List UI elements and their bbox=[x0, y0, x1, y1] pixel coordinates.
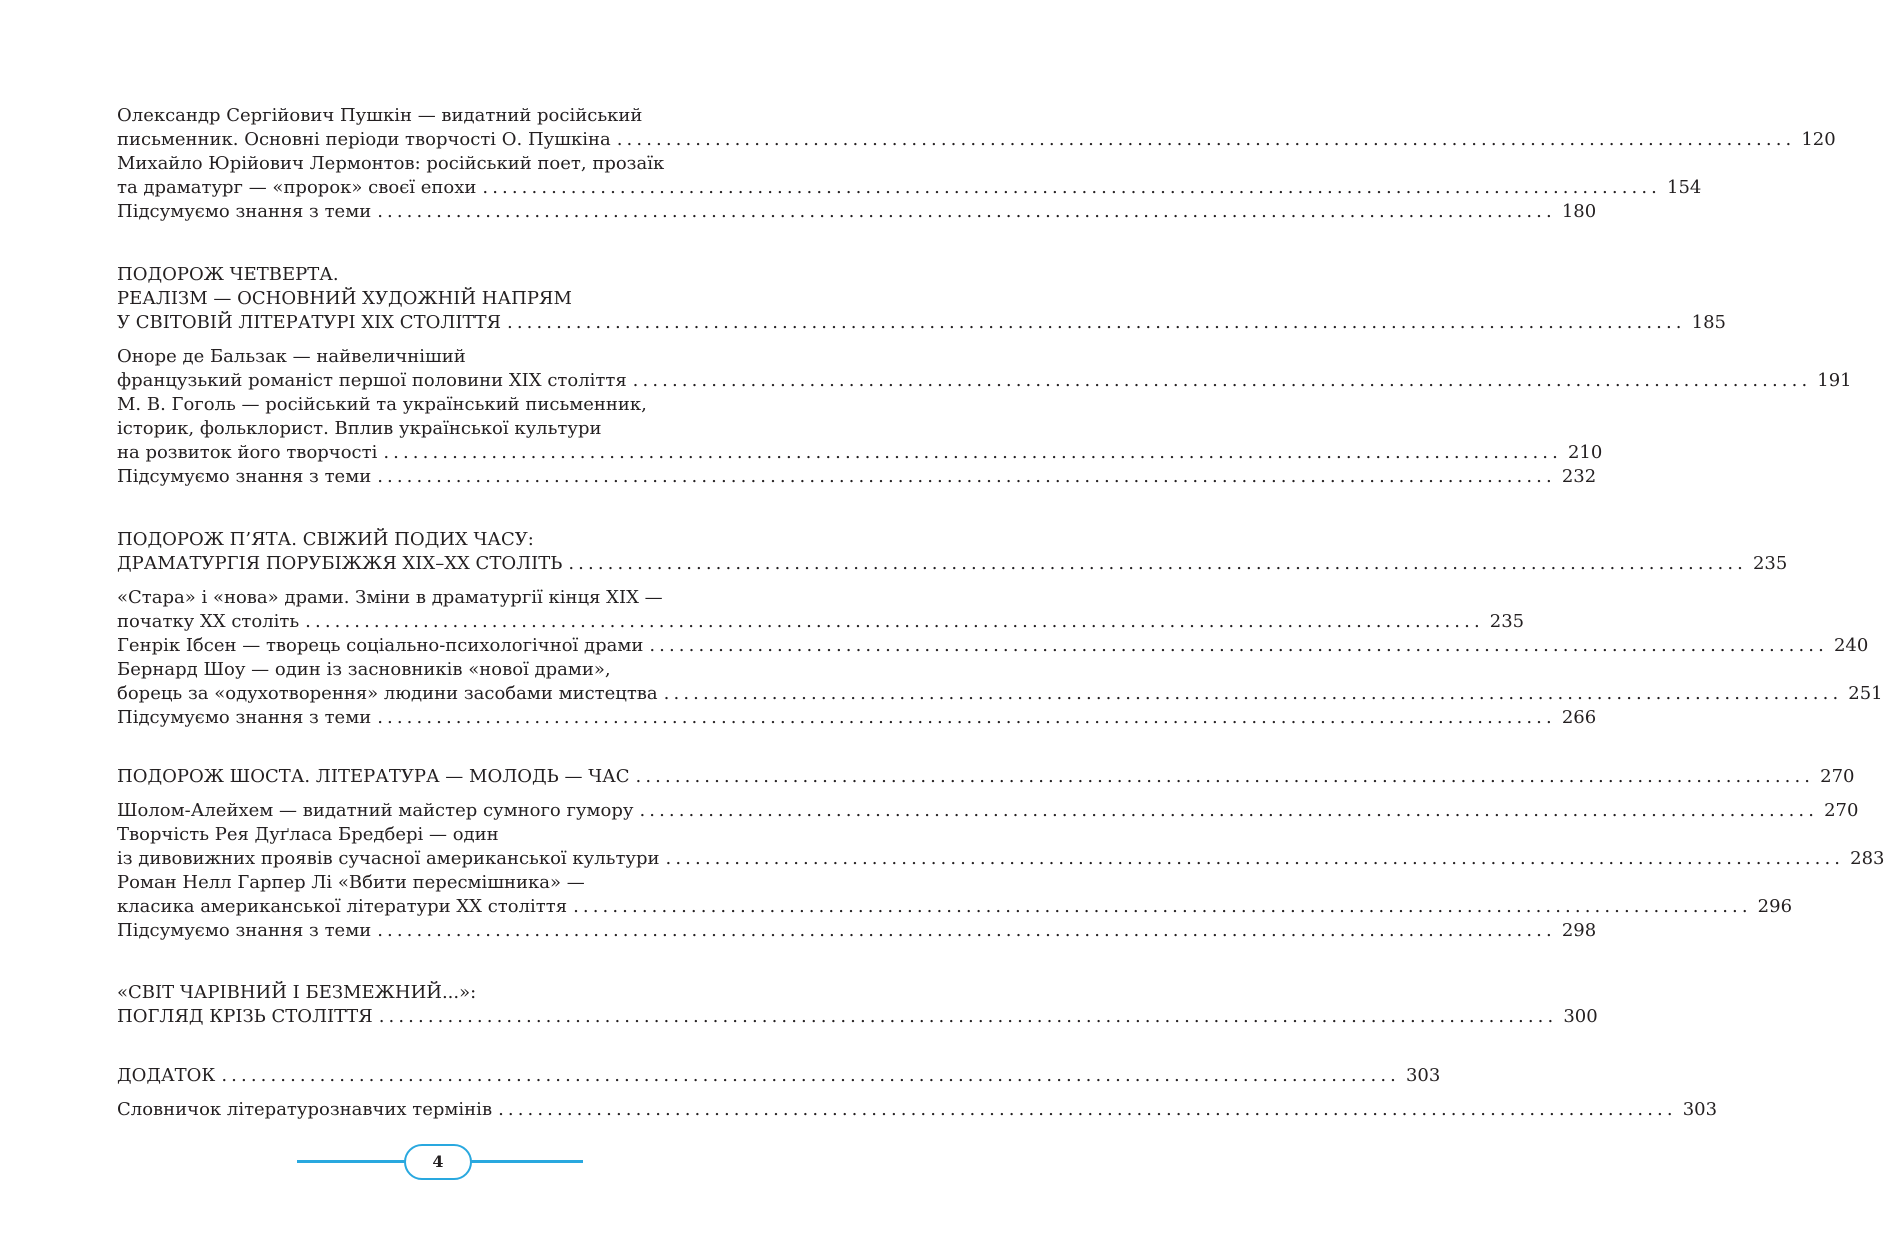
toc-page-number: 270 bbox=[1820, 766, 1855, 787]
toc-entry-text: Творчість Рея Дуґласа Бредбері — один bbox=[117, 824, 499, 845]
toc-leader-dots: ........................................................................................................................ bbox=[378, 1006, 1558, 1027]
toc-entry-line[interactable] bbox=[117, 847, 1885, 871]
toc-entry-text: Оноре де Бальзак — найвеличніший bbox=[117, 346, 466, 367]
toc-leader-dots: ........................................................................................................................ bbox=[383, 442, 1562, 463]
toc-entry-text: М. В. Гоголь — російський та український письменник, bbox=[117, 394, 647, 415]
toc-leader-dots: ........................................................................................................................ bbox=[482, 177, 1661, 198]
toc-entry-line bbox=[117, 417, 762, 441]
page-footer bbox=[297, 1144, 583, 1180]
toc-entry-text: Підсумуємо знання з теми bbox=[117, 466, 372, 487]
toc-entry-text: Михайло Юрійович Лермонтов: російський поет, прозаїк bbox=[117, 153, 665, 174]
toc-section-heading bbox=[117, 528, 762, 552]
toc-leader-dots: ........................................................................................................................ bbox=[498, 1099, 1677, 1120]
toc-entry-text: Бернард Шоу — один із засновників «нової драми», bbox=[117, 659, 611, 680]
toc-leader-dots: ........................................................................................................................ bbox=[377, 707, 1556, 728]
toc-page-number: 283 bbox=[1850, 848, 1885, 869]
toc-section-heading bbox=[117, 287, 762, 311]
toc-entry-text: Підсумуємо знання з теми bbox=[117, 201, 372, 222]
toc-heading-text: ПОДОРОЖ ЧЕТВЕРТА. bbox=[117, 264, 339, 285]
page-number-badge: 4 bbox=[404, 1144, 472, 1180]
toc-section-heading[interactable] bbox=[117, 552, 1788, 576]
toc-entry-line[interactable] bbox=[117, 610, 1525, 634]
toc-heading-text: ДРАМАТУРГІЯ ПОРУБІЖЖЯ XIX–XX СТОЛІТЬ bbox=[117, 553, 563, 574]
toc-heading-text: ПОДОРОЖ П’ЯТА. СВІЖИЙ ПОДИХ ЧАСУ: bbox=[117, 529, 534, 550]
toc-entry-line[interactable] bbox=[117, 200, 1597, 224]
toc-leader-dots: ........................................................................................................................ bbox=[573, 896, 1752, 917]
toc-page-number: 191 bbox=[1817, 370, 1852, 391]
toc-heading-text: ДОДАТОК bbox=[117, 1065, 216, 1086]
toc-page-number: 120 bbox=[1801, 129, 1836, 150]
toc-page-number: 300 bbox=[1563, 1006, 1598, 1027]
toc-entry-text: із дивовижних проявів сучасної американської культури bbox=[117, 848, 660, 869]
toc-leader-dots: ........................................................................................................................ bbox=[616, 129, 1796, 150]
toc-entry-line bbox=[117, 393, 762, 417]
toc-entry-line[interactable] bbox=[117, 682, 1883, 706]
toc-section-heading bbox=[117, 263, 762, 287]
toc-heading-text: У СВІТОВІЙ ЛІТЕРАТУРІ XIX СТОЛІТТЯ bbox=[117, 312, 502, 333]
toc-leader-dots: ........................................................................................................................ bbox=[649, 635, 1828, 656]
toc-page-number: 298 bbox=[1561, 920, 1597, 941]
toc-heading-text: ПОДОРОЖ ШОСТА. ЛІТЕРАТУРА — МОЛОДЬ — ЧАС bbox=[117, 766, 630, 787]
toc-leader-dots: ........................................................................................................................ bbox=[635, 766, 1815, 787]
toc-entry-line[interactable] bbox=[117, 919, 1597, 943]
toc-entry-line[interactable] bbox=[117, 634, 1869, 658]
toc-entry-text: класика американської літератури XX століття bbox=[117, 896, 568, 917]
toc-leader-dots: ........................................................................................................................ bbox=[221, 1065, 1400, 1086]
toc-entry-text: історик, фольклорист. Вплив української культури bbox=[117, 418, 602, 439]
toc-entry-text: Підсумуємо знання з теми bbox=[117, 707, 372, 728]
toc-entry-line[interactable] bbox=[117, 369, 1852, 393]
toc-leader-dots: ........................................................................................................................ bbox=[568, 553, 1747, 574]
toc-entry-text: на розвиток його творчості bbox=[117, 442, 378, 463]
toc-entry-text: борець за «одухотворення» людини засобами мистецтва bbox=[117, 683, 658, 704]
toc-leader-dots: ........................................................................................................................ bbox=[507, 312, 1686, 333]
toc-entry-line bbox=[117, 345, 762, 369]
toc-page-number: 240 bbox=[1833, 635, 1869, 656]
toc-page-number: 296 bbox=[1757, 896, 1793, 917]
toc-page-number: 270 bbox=[1824, 800, 1859, 821]
toc-section-heading[interactable] bbox=[117, 1064, 1441, 1088]
toc-leader-dots: ........................................................................................................................ bbox=[665, 848, 1845, 869]
toc-entry-text: та драматург — «пророк» своєї епохи bbox=[117, 177, 477, 198]
toc-entry-text: французький романіст першої половини XIX століття bbox=[117, 370, 627, 391]
toc-entry-line bbox=[117, 152, 762, 176]
toc-entry-text: Словничок літературознавчих термінів bbox=[117, 1099, 493, 1120]
toc-entry-line[interactable] bbox=[117, 706, 1597, 730]
toc-entry-line bbox=[117, 104, 762, 128]
toc-entry-line[interactable] bbox=[117, 799, 1859, 823]
toc-leader-dots: ........................................................................................................................ bbox=[377, 920, 1556, 941]
toc-page-number: 185 bbox=[1691, 312, 1726, 333]
toc-page-number: 180 bbox=[1561, 201, 1597, 222]
toc-entry-text: початку XX століть bbox=[117, 611, 300, 632]
toc-entry-text: письменник. Основні періоди творчості О. Пушкіна bbox=[117, 129, 611, 150]
toc-section-heading[interactable] bbox=[117, 1005, 1598, 1029]
toc-entry-text: Шолом-Алейхем — видатний майстер сумного гумору bbox=[117, 800, 634, 821]
toc-entry-line[interactable] bbox=[117, 128, 1836, 152]
toc-entry-line[interactable] bbox=[117, 176, 1702, 200]
toc-leader-dots: ........................................................................................................................ bbox=[305, 611, 1484, 632]
toc-leader-dots: ........................................................................................................................ bbox=[663, 683, 1843, 704]
toc-entry-line bbox=[117, 658, 762, 682]
toc-page-number: 303 bbox=[1405, 1065, 1441, 1086]
toc-page-number: 251 bbox=[1848, 683, 1883, 704]
toc-section-heading[interactable] bbox=[117, 311, 1726, 335]
toc-entry-line bbox=[117, 586, 762, 610]
toc-heading-text: ПОГЛЯД КРІЗЬ СТОЛІТТЯ bbox=[117, 1006, 373, 1027]
toc-leader-dots: ........................................................................................................................ bbox=[632, 370, 1812, 391]
toc-page-number: 235 bbox=[1489, 611, 1525, 632]
table-of-contents bbox=[117, 104, 1885, 1122]
toc-leader-dots: ........................................................................................................................ bbox=[377, 466, 1556, 487]
toc-heading-text: «СВІТ ЧАРІВНИЙ І БЕЗМЕЖНИЙ...»: bbox=[117, 982, 477, 1003]
toc-entry-line[interactable] bbox=[117, 895, 1793, 919]
toc-section-heading[interactable] bbox=[117, 765, 1855, 789]
toc-entry-text: Роман Нелл Гарпер Лі «Вбити пересмішника» — bbox=[117, 872, 585, 893]
toc-page-number: 266 bbox=[1561, 707, 1597, 728]
toc-heading-text: РЕАЛІЗМ — ОСНОВНИЙ ХУДОЖНІЙ НАПРЯМ bbox=[117, 288, 572, 309]
toc-entry-text: Генрік Ібсен — творець соціально-психологічної драми bbox=[117, 635, 644, 656]
toc-entry-text: «Стара» і «нова» драми. Зміни в драматургії кінця XIX — bbox=[117, 587, 663, 608]
toc-page-number: 303 bbox=[1682, 1099, 1718, 1120]
toc-leader-dots: ........................................................................................................................ bbox=[377, 201, 1556, 222]
toc-entry-line bbox=[117, 871, 762, 895]
toc-page-number: 154 bbox=[1667, 177, 1702, 198]
toc-section-heading bbox=[117, 981, 762, 1005]
toc-entry-line[interactable] bbox=[117, 465, 1597, 489]
toc-page-number: 210 bbox=[1567, 442, 1603, 463]
toc-entry-line[interactable] bbox=[117, 1098, 1718, 1122]
toc-entry-text: Підсумуємо знання з теми bbox=[117, 920, 372, 941]
toc-entry-line[interactable] bbox=[117, 441, 1603, 465]
toc-leader-dots: ........................................................................................................................ bbox=[639, 800, 1819, 821]
toc-entry-line bbox=[117, 823, 762, 847]
toc-page-number: 235 bbox=[1752, 553, 1788, 574]
toc-entry-text: Олександр Сергійович Пушкін — видатний російський bbox=[117, 105, 643, 126]
toc-page-number: 232 bbox=[1561, 466, 1597, 487]
